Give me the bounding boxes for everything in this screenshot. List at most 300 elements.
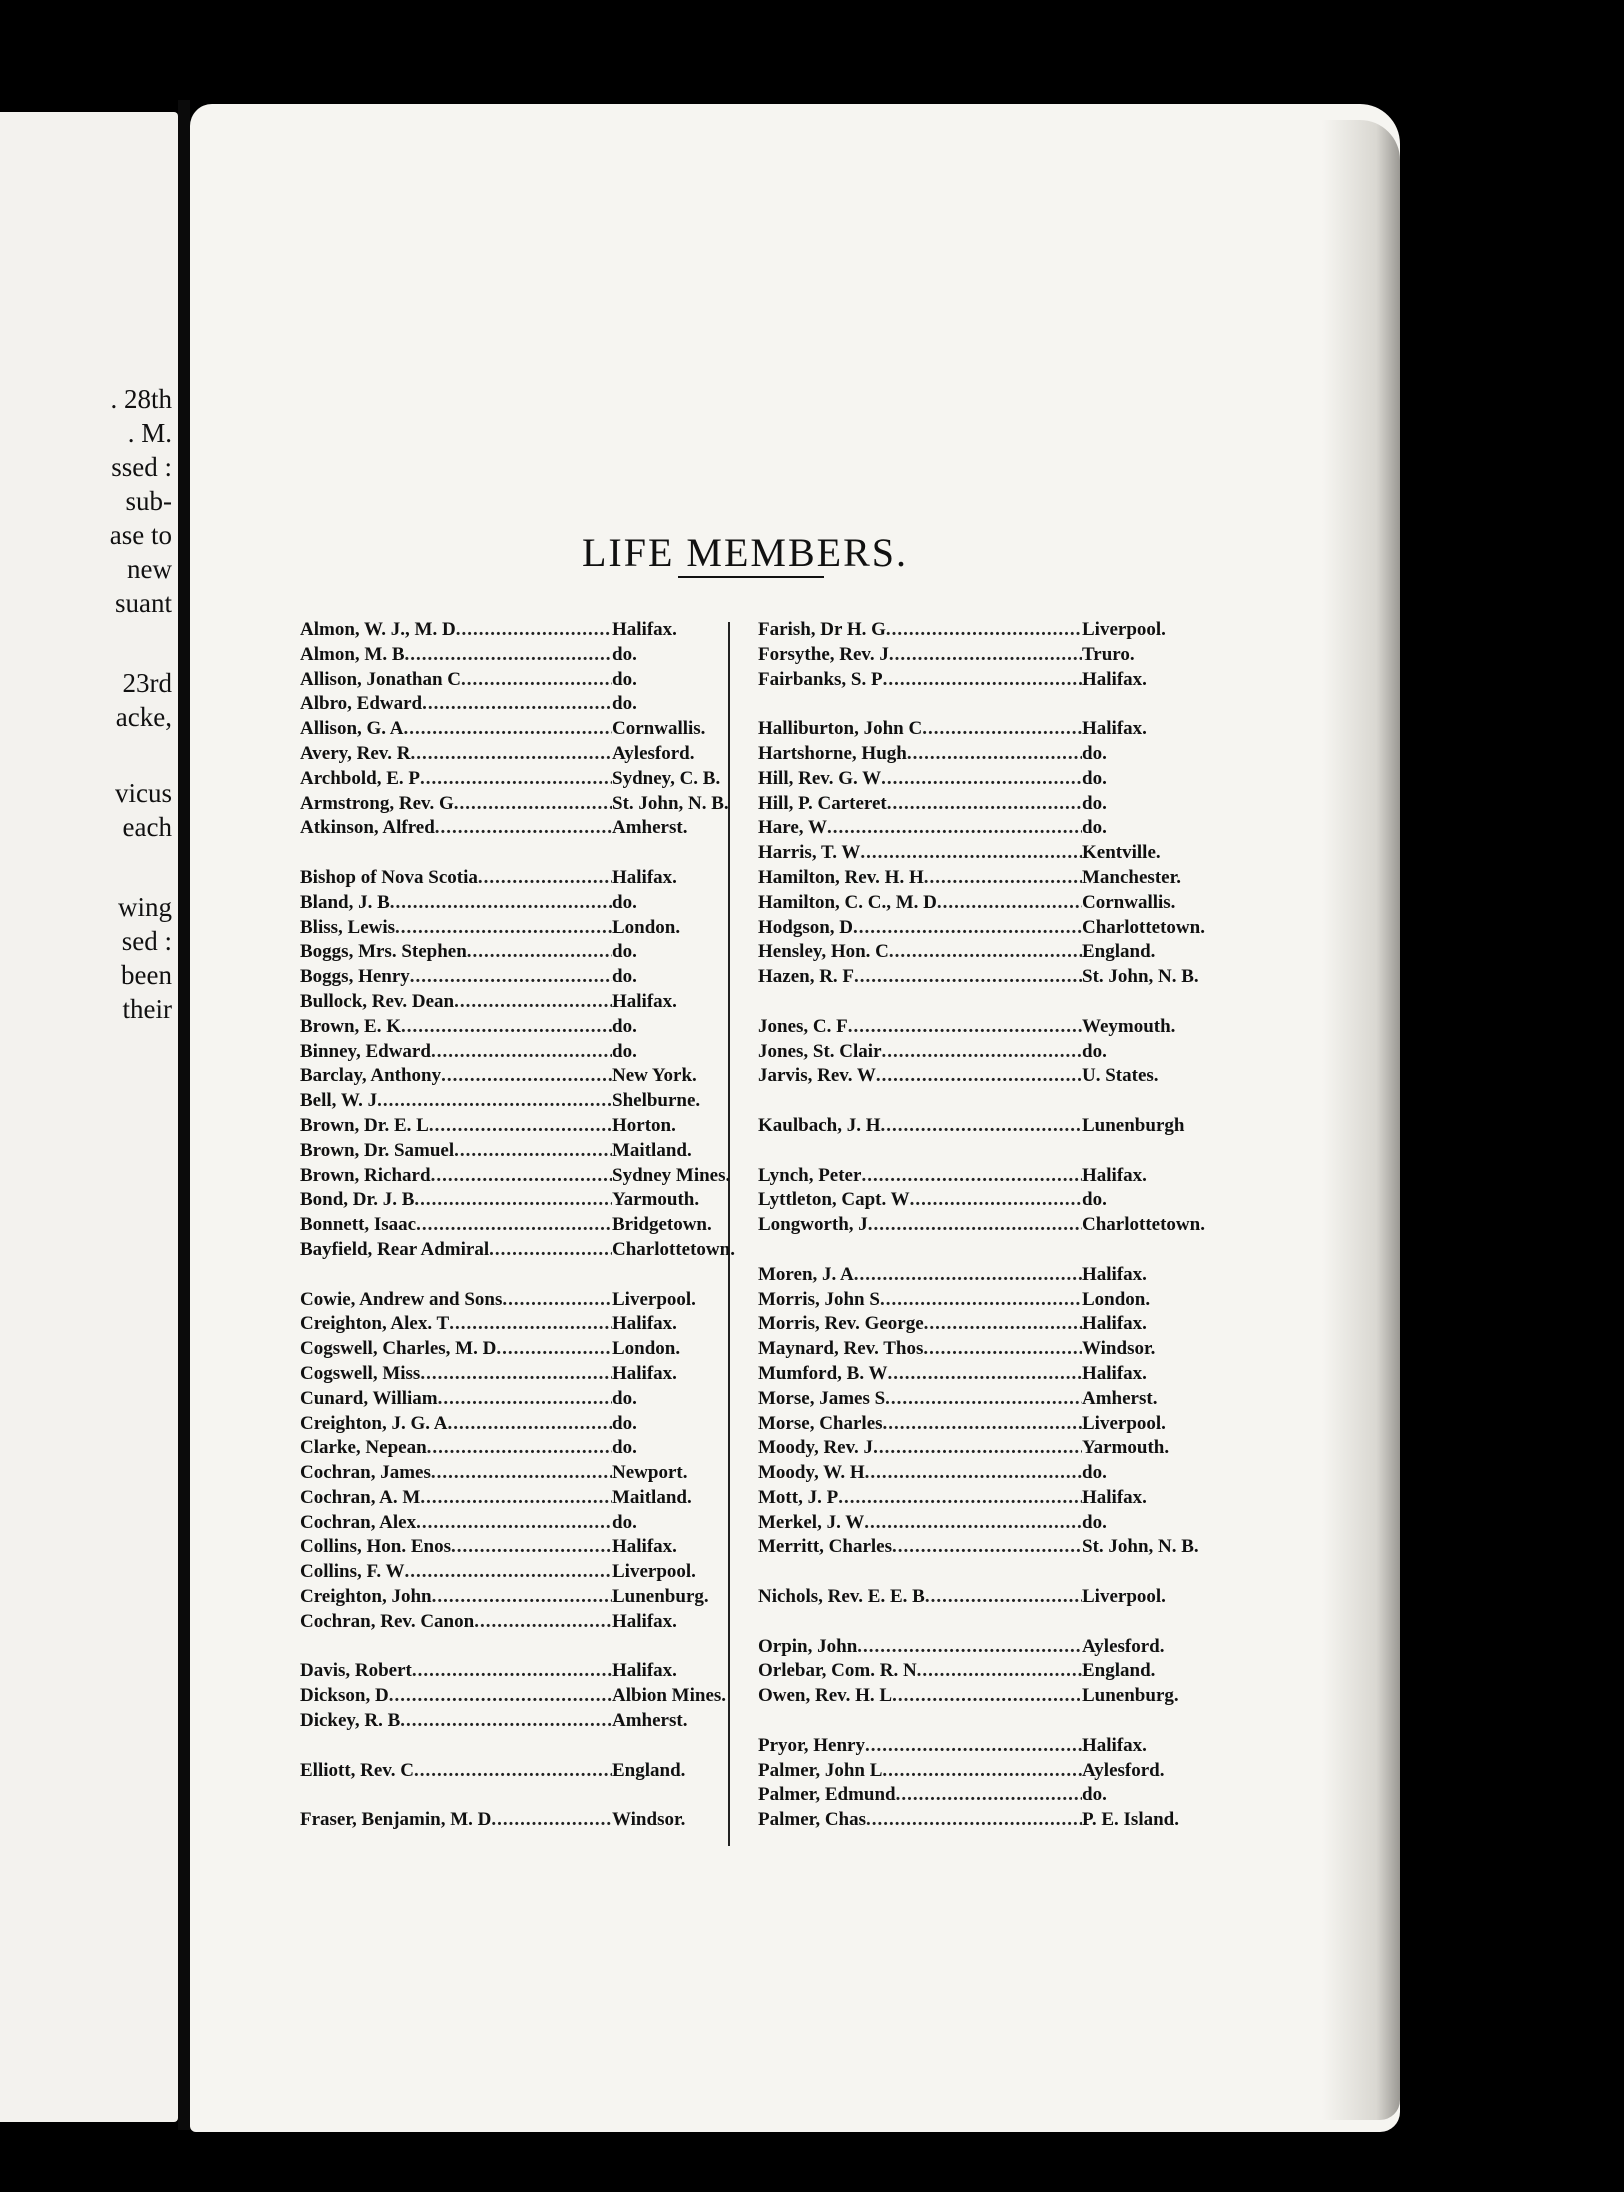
member-place: do. <box>612 693 637 715</box>
member-entry <box>300 1585 770 1610</box>
member-place: St. John, N. B. <box>1082 1536 1199 1558</box>
dot-leader <box>838 1486 1082 1511</box>
member-name: Cunard, William <box>300 1387 438 1409</box>
dot-leader <box>866 1808 1082 1833</box>
member-name: Cochran, Rev. Canon <box>300 1610 475 1632</box>
member-entry <box>300 1089 770 1114</box>
dot-leader <box>405 643 613 668</box>
member-entry <box>300 1114 770 1139</box>
title-rule <box>678 576 824 578</box>
member-name: Moody, W. H <box>758 1462 865 1484</box>
member-name: Morris, Rev. George <box>758 1313 924 1335</box>
dot-leader <box>868 1213 1082 1238</box>
dot-leader <box>910 1188 1082 1213</box>
member-name: Orlebar, Com. R. N <box>758 1660 917 1682</box>
member-entry <box>758 1412 1258 1437</box>
member-place: Manchester. <box>1082 866 1182 888</box>
member-entry <box>758 643 1258 668</box>
member-name: Almon, M. B <box>300 643 405 665</box>
member-name: Jones, St. Clair <box>758 1040 882 1062</box>
member-name: Jarvis, Rev. W <box>758 1065 876 1087</box>
member-place: do. <box>1082 1511 1107 1533</box>
member-place: Lunenburg. <box>612 1586 709 1608</box>
dot-leader <box>422 692 612 717</box>
dot-leader <box>937 891 1082 916</box>
member-place: Halifax. <box>1082 1362 1147 1384</box>
member-name: Elliott, Rev. C <box>300 1759 414 1781</box>
dot-leader <box>860 841 1082 866</box>
member-entry <box>758 792 1258 817</box>
member-entry <box>758 1734 1258 1759</box>
group-spacer <box>758 990 1258 1015</box>
member-name: Lyttleton, Capt. W <box>758 1189 910 1211</box>
member-name: Creighton, Alex. T <box>300 1313 450 1335</box>
member-entry <box>300 866 770 891</box>
dot-leader <box>431 1040 612 1065</box>
member-entry <box>758 1759 1258 1784</box>
member-name: Kaulbach, J. H <box>758 1114 881 1136</box>
member-entry <box>758 767 1258 792</box>
member-name: Moren, J. A <box>758 1263 854 1285</box>
member-name: Hare, W <box>758 817 827 839</box>
member-entry <box>300 1288 770 1313</box>
dot-leader <box>403 717 612 742</box>
member-place: do. <box>1082 767 1107 789</box>
group-spacer <box>758 692 1258 717</box>
dot-leader <box>401 1015 612 1040</box>
member-place: do. <box>1082 1462 1107 1484</box>
member-place: do. <box>1082 1784 1107 1806</box>
member-name: Brown, E. K <box>300 1015 402 1037</box>
member-place: do. <box>1082 1189 1107 1211</box>
dot-leader <box>414 1759 612 1784</box>
member-place: Lunenburgh <box>1082 1114 1185 1136</box>
member-entry <box>758 742 1258 767</box>
member-place: Charlottetown. <box>1082 1214 1205 1236</box>
group-spacer <box>758 1089 1258 1114</box>
dot-leader <box>848 1015 1082 1040</box>
member-place: Halifax. <box>612 1610 677 1632</box>
dot-leader <box>827 816 1082 841</box>
member-entry <box>300 1709 770 1734</box>
member-entry <box>300 692 770 717</box>
dot-leader <box>865 1461 1082 1486</box>
member-entry <box>758 1362 1258 1387</box>
member-entry <box>758 1040 1258 1065</box>
member-place: Halifax. <box>1082 1164 1147 1186</box>
member-entry <box>758 1635 1258 1660</box>
left-page-text-fragment: new <box>127 554 172 584</box>
member-entry <box>300 742 770 767</box>
dot-leader <box>886 618 1082 643</box>
member-place: do. <box>1082 742 1107 764</box>
member-entry <box>300 940 770 965</box>
left-page-text-fragment: their <box>122 994 172 1024</box>
dot-leader <box>917 1659 1082 1684</box>
dot-leader <box>887 1362 1082 1387</box>
group-spacer <box>300 1635 770 1660</box>
dot-leader <box>882 1040 1083 1065</box>
member-name: Bullock, Rev. Dean <box>300 990 455 1012</box>
dot-leader <box>883 1412 1082 1437</box>
member-name: Bliss, Lewis <box>300 916 396 938</box>
member-name: Collins, Hon. Enos <box>300 1536 451 1558</box>
member-entry <box>300 965 770 990</box>
member-entry <box>758 1387 1258 1412</box>
member-name: Almon, W. J., M. D <box>300 619 456 640</box>
group-spacer <box>300 1783 770 1808</box>
dot-leader <box>881 767 1082 792</box>
dot-leader <box>454 792 612 817</box>
dot-leader <box>389 1684 612 1709</box>
member-place: Albion Mines. <box>612 1685 727 1707</box>
member-name: Pryor, Henry <box>758 1734 865 1756</box>
left-page-text-fragment: suant <box>115 588 172 618</box>
member-name: Harris, T. W <box>758 842 861 864</box>
member-place: Windsor. <box>1082 1338 1156 1360</box>
member-place: Liverpool. <box>1082 1412 1166 1434</box>
dot-leader <box>447 1412 612 1437</box>
member-name: Mumford, B. W <box>758 1362 888 1384</box>
member-place: Amherst. <box>612 817 688 839</box>
member-name: Hensley, Hon. C <box>758 941 889 963</box>
member-place: Aylesford. <box>1082 1759 1165 1781</box>
dot-leader <box>405 1560 612 1585</box>
left-page-text-fragment: vicus <box>115 778 172 808</box>
member-name: Nichols, Rev. E. E. B <box>758 1586 925 1608</box>
member-entry <box>300 1436 770 1461</box>
member-entry <box>300 1808 770 1833</box>
member-name: Hill, P. Carteret <box>758 792 887 814</box>
member-entry <box>300 1312 770 1337</box>
member-name: Morse, James S <box>758 1387 886 1409</box>
dot-leader <box>885 1387 1082 1412</box>
member-place: Windsor. <box>612 1809 686 1831</box>
member-place: Cornwallis. <box>612 718 706 740</box>
member-entry <box>300 792 770 817</box>
member-entry <box>300 1412 770 1437</box>
member-place: Bridgetown. <box>612 1214 712 1236</box>
members-column-left <box>300 618 770 1833</box>
dot-leader <box>377 1089 612 1114</box>
member-place: St. John, N. B. <box>1082 966 1199 988</box>
member-place: Halifax. <box>1082 668 1147 690</box>
member-place: do. <box>612 891 637 913</box>
member-name: Bishop of Nova Scotia <box>300 866 478 888</box>
member-entry <box>300 1461 770 1486</box>
member-place: do. <box>612 1015 637 1037</box>
dot-leader <box>873 1436 1082 1461</box>
member-place: do. <box>1082 817 1107 839</box>
member-name: Hamilton, C. C., M. D <box>758 891 937 913</box>
member-name: Lynch, Peter <box>758 1164 862 1186</box>
member-name: Fraser, Benjamin, M. D <box>300 1809 492 1831</box>
dot-leader <box>454 990 612 1015</box>
member-entry <box>758 1783 1258 1808</box>
member-name: Avery, Rev. R <box>300 742 411 764</box>
member-name: Collins, F. W <box>300 1561 405 1583</box>
member-name: Creighton, J. G. A <box>300 1412 448 1434</box>
member-entry <box>300 891 770 916</box>
member-place: do. <box>612 1412 637 1434</box>
dot-leader <box>427 1436 612 1461</box>
member-entry <box>758 618 1258 643</box>
group-spacer <box>300 1734 770 1759</box>
member-place: Halifax. <box>612 866 677 888</box>
page-title: LIFE MEMBERS. <box>581 529 909 575</box>
member-place: Halifax. <box>1082 1734 1147 1756</box>
book-spine <box>178 100 190 2130</box>
dot-leader <box>416 1511 612 1536</box>
member-entry <box>300 1535 770 1560</box>
member-entry <box>758 841 1258 866</box>
member-name: Halliburton, John C <box>758 718 923 740</box>
member-place: do. <box>612 966 637 988</box>
member-entry <box>300 1015 770 1040</box>
dot-leader <box>854 965 1082 990</box>
member-name: Barclay, Anthony <box>300 1065 442 1087</box>
member-entry <box>758 1114 1258 1139</box>
member-entry <box>300 1684 770 1709</box>
member-name: Hill, Rev. G. W <box>758 767 882 789</box>
members-column-right <box>758 618 1258 1833</box>
member-entry <box>300 990 770 1015</box>
dot-leader <box>923 1337 1082 1362</box>
member-place: Halifax. <box>1082 1486 1147 1508</box>
member-place: Liverpool. <box>1082 619 1166 640</box>
member-name: Bell, W. J <box>300 1090 378 1112</box>
dot-leader <box>880 1114 1082 1139</box>
dot-leader <box>907 742 1082 767</box>
member-entry <box>300 1040 770 1065</box>
member-entry <box>300 1659 770 1684</box>
member-name: Cochran, Alex <box>300 1511 417 1533</box>
member-name: Bonnett, Isaac <box>300 1214 417 1236</box>
dot-leader <box>853 916 1082 941</box>
member-name: Dickey, R. B <box>300 1710 401 1732</box>
member-entry <box>758 1684 1258 1709</box>
dot-leader <box>451 1535 612 1560</box>
member-name: Cowie, Andrew and Sons <box>300 1288 503 1310</box>
member-place: Charlottetown. <box>1082 916 1205 938</box>
member-place: Yarmouth. <box>612 1189 700 1211</box>
member-name: Maynard, Rev. Thos <box>758 1338 924 1360</box>
member-entry <box>758 916 1258 941</box>
dot-leader <box>461 668 612 693</box>
dot-leader <box>420 767 612 792</box>
dot-leader <box>431 1164 612 1189</box>
member-name: Morse, Charles <box>758 1412 883 1434</box>
member-name: Albro, Edward <box>300 693 423 715</box>
member-place: Sydney, C. B. <box>612 767 721 789</box>
member-name: Atkinson, Alfred <box>300 817 435 839</box>
member-entry <box>758 1659 1258 1684</box>
member-name: Forsythe, Rev. J <box>758 643 889 665</box>
member-entry <box>758 1436 1258 1461</box>
member-entry <box>758 965 1258 990</box>
dot-leader <box>456 618 612 643</box>
member-place: P. E. Island. <box>1082 1809 1179 1831</box>
group-spacer <box>758 1238 1258 1263</box>
member-entry <box>758 717 1258 742</box>
member-name: Palmer, Edmund <box>758 1784 896 1806</box>
member-name: Bayfield, Rear Admiral <box>300 1238 490 1260</box>
member-place: Halifax. <box>1082 718 1147 740</box>
member-place: Halifax. <box>612 1313 677 1335</box>
member-name: Archbold, E. P <box>300 767 421 789</box>
member-place: England. <box>1082 1660 1156 1682</box>
member-entry <box>758 1585 1258 1610</box>
member-name: Mott, J. P <box>758 1486 839 1508</box>
member-place: Lunenburg. <box>1082 1685 1179 1707</box>
member-entry <box>758 816 1258 841</box>
member-place: Newport. <box>612 1462 688 1484</box>
member-place: Sydney Mines. <box>612 1164 731 1186</box>
member-name: Cochran, James <box>300 1462 431 1484</box>
dot-leader <box>889 940 1082 965</box>
member-place: Shelburne. <box>612 1090 701 1112</box>
member-name: Hamilton, Rev. H. H <box>758 866 924 888</box>
dot-leader <box>854 1263 1082 1288</box>
left-page-text-fragment: sub- <box>125 486 172 516</box>
member-name: Brown, Dr. Samuel <box>300 1139 455 1161</box>
member-name: Bond, Dr. J. B <box>300 1189 415 1211</box>
dot-leader <box>882 1759 1082 1784</box>
member-place: Halifax. <box>612 619 677 640</box>
dot-leader <box>924 1312 1082 1337</box>
member-entry <box>300 1486 770 1511</box>
left-page-text-fragment: ssed : <box>111 452 172 482</box>
member-place: Charlottetown. <box>612 1238 735 1260</box>
dot-leader <box>861 1164 1082 1189</box>
member-entry <box>300 1188 770 1213</box>
member-name: Farish, Dr H. G <box>758 619 886 640</box>
member-name: Palmer, Chas <box>758 1809 867 1831</box>
member-place: do. <box>612 668 637 690</box>
member-place: Aylesford. <box>612 742 695 764</box>
dot-leader <box>880 1288 1082 1313</box>
member-entry <box>300 1362 770 1387</box>
member-place: Maitland. <box>612 1139 692 1161</box>
dot-leader <box>925 1585 1082 1610</box>
member-entry <box>300 816 770 841</box>
dot-leader <box>431 1461 612 1486</box>
group-spacer <box>758 1139 1258 1164</box>
member-entry <box>758 891 1258 916</box>
member-entry <box>300 1064 770 1089</box>
member-entry <box>300 1759 770 1784</box>
member-place: Liverpool. <box>1082 1586 1166 1608</box>
dot-leader <box>889 643 1082 668</box>
member-entry <box>758 1511 1258 1536</box>
dot-leader <box>922 717 1082 742</box>
member-place: do. <box>612 1437 637 1459</box>
member-entry <box>758 1461 1258 1486</box>
member-entry <box>758 668 1258 693</box>
member-place: New York. <box>612 1065 697 1087</box>
member-place: London. <box>1082 1288 1151 1310</box>
member-place: Liverpool. <box>612 1288 696 1310</box>
dot-leader <box>865 1734 1082 1759</box>
member-place: Halifax. <box>612 1660 677 1682</box>
member-entry <box>300 668 770 693</box>
dot-leader <box>467 940 612 965</box>
member-entry <box>300 1238 770 1263</box>
member-entry <box>758 1015 1258 1040</box>
member-entry <box>758 1486 1258 1511</box>
member-entry <box>758 866 1258 891</box>
page-edge-shadow <box>1322 120 1400 2120</box>
left-page-text-fragment: . M. <box>127 418 172 448</box>
member-entry <box>300 1610 770 1635</box>
group-spacer <box>758 1610 1258 1635</box>
left-page-text-fragment: 23rd <box>122 668 172 698</box>
dot-leader <box>502 1288 612 1313</box>
member-entry <box>300 767 770 792</box>
dot-leader <box>454 1139 612 1164</box>
dot-leader <box>438 1387 612 1412</box>
member-name: Cogswell, Miss <box>300 1362 421 1384</box>
member-place: St. John, N. B. <box>612 792 729 814</box>
dot-leader <box>441 1064 612 1089</box>
left-page-text-fragment: been <box>121 960 172 990</box>
dot-leader <box>449 1312 612 1337</box>
member-place: do. <box>612 1040 637 1062</box>
member-place: Kentville. <box>1082 842 1161 864</box>
member-name: Boggs, Henry <box>300 966 410 988</box>
left-page-text-fragment: ase to <box>109 520 172 550</box>
dot-leader <box>864 1511 1082 1536</box>
member-entry <box>758 1064 1258 1089</box>
member-entry <box>300 1139 770 1164</box>
member-name: Merritt, Charles <box>758 1536 892 1558</box>
dot-leader <box>478 866 612 891</box>
member-place: Yarmouth. <box>1082 1437 1170 1459</box>
member-entry <box>300 916 770 941</box>
left-page-text-fragment: acke, <box>115 702 172 732</box>
group-spacer <box>300 1263 770 1288</box>
dot-leader <box>395 916 612 941</box>
dot-leader <box>892 1684 1082 1709</box>
member-place: U. States. <box>1082 1065 1159 1087</box>
dot-leader <box>420 1486 612 1511</box>
member-name: Armstrong, Rev. G <box>300 792 454 814</box>
dot-leader <box>887 792 1082 817</box>
dot-leader <box>883 668 1082 693</box>
dot-leader <box>416 1213 612 1238</box>
member-place: do. <box>612 1511 637 1533</box>
member-place: England. <box>612 1759 686 1781</box>
dot-leader <box>876 1064 1082 1089</box>
member-name: Boggs, Mrs. Stephen <box>300 941 467 963</box>
left-page-edge <box>0 112 178 2122</box>
member-name: Brown, Dr. E. L <box>300 1114 429 1136</box>
dot-leader <box>435 816 612 841</box>
dot-leader <box>432 1585 612 1610</box>
member-name: Davis, Robert <box>300 1660 412 1682</box>
left-page-text-fragment: wing <box>118 892 172 922</box>
left-page-text-fragment: . 28th <box>110 384 172 414</box>
member-name: Clarke, Nepean <box>300 1437 427 1459</box>
member-entry <box>758 1312 1258 1337</box>
member-entry <box>300 618 770 643</box>
member-entry <box>300 1213 770 1238</box>
member-place: Liverpool. <box>612 1561 696 1583</box>
member-entry <box>300 1337 770 1362</box>
dot-leader <box>892 1535 1082 1560</box>
member-name: Fairbanks, S. P <box>758 668 883 690</box>
member-entry <box>300 1511 770 1536</box>
